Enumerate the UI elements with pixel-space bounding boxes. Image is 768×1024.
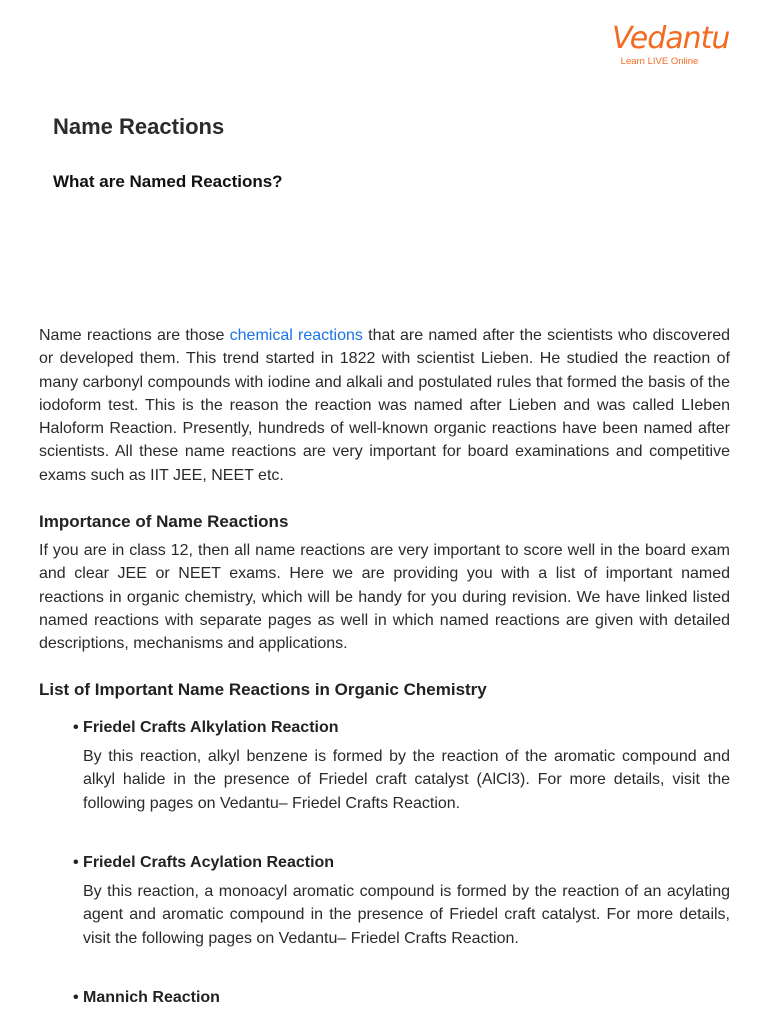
chemical-reactions-link[interactable]: chemical reactions [229,327,363,344]
importance-paragraph: If you are in class 12, then all name reactions are very important to score well in the board exam and clear JEE or NEET exams. Here we are providing you with a list of important named reactions in organic chemistry, which will be handy for you during revision. We have linked listed named reactions with separate pages as well in which named reactions are given with detailed descriptions, mechanisms and applications. [39,542,730,653]
logo-brand: Vedantu [612,21,730,56]
logo-tagline: Learn LIVE Online [620,56,699,67]
list-item-title: • Friedel Crafts Alkylation Reaction [73,719,339,736]
page-title: Name Reactions [53,114,225,139]
importance-heading: Importance of Name Reactions [39,512,289,531]
list-heading: List of Important Name Reactions in Organic Chemistry [39,680,487,699]
list-item-text: By this reaction, alkyl benzene is formed by the reaction of the aromatic compound and alkyl halide in the presence of Friedel craft catalyst (AlCl3). For more details, visit the following pages on Vedantu– Friedel Crafts Reaction. [83,748,730,812]
section-subtitle: What are Named Reactions? [53,172,283,191]
list-item-text: By this reaction, a monoacyl aromatic compound is formed by the reaction of an acylating agent and aromatic compound in the presence of Friedel craft catalyst. For more details, visit the following pages on Vedantu– Friedel Crafts Reaction. [83,883,730,947]
vedantu-logo [612,21,730,68]
intro-text-start: Name reactions are those [39,327,230,344]
intro-text-rest: that are named after the scientists who discovered or developed them. This trend started in 1822 with scientist Lieben. He studied the reaction of many carbonyl compounds with iodine and alkali and postulated rules that formed the basis of the iodoform test. This is the reason the reaction was named after Lieben and was called LIeben Haloform Reaction. Presently, hundreds of well-known organic reactions have been named after scientists. All these name reactions are very important for board examinations and competitive exams such as IIT JEE, NEET etc. [39,327,731,484]
list-item-title: • Friedel Crafts Acylation Reaction [73,854,335,871]
intro-paragraph [39,324,730,487]
list-item-title: • Mannich Reaction [73,989,220,1006]
